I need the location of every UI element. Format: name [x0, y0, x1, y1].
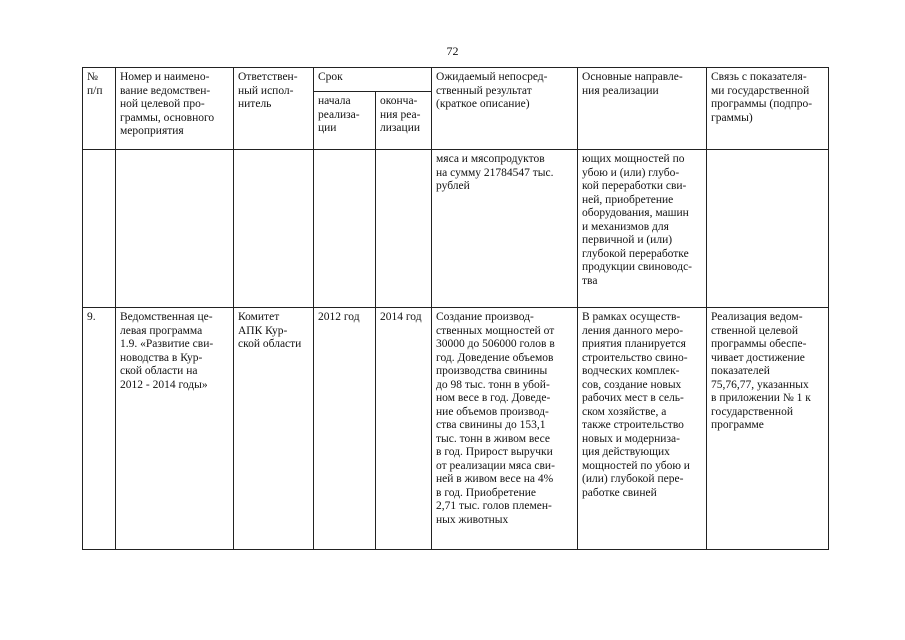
header-link: Связь с показателя- ми государственной программы (подпро- граммы) — [707, 68, 829, 150]
table-row — [83, 150, 829, 308]
header-name: Номер и наимено- вание ведомствен- ной целевой про- граммы, основного мероприятия — [116, 68, 234, 150]
page-number: 72 — [446, 44, 459, 58]
header-responsible: Ответствен- ный испол- нитель — [234, 68, 314, 150]
cell-link — [707, 150, 829, 308]
cell-responsible — [234, 150, 314, 308]
cell-directions: В рамках осуществ- ления данного меро- приятия планируется строительство свино- водческих комплек- сов, создание новых рабочих мест в сель- ском хозяйстве, а также строительство новых и модерниза- ция действующих мощностей по убою и (или) глубокой пере- работке свиней — [578, 308, 707, 550]
header-term-start: начала реализа- ции — [314, 92, 376, 150]
cell-num: 9. — [83, 308, 116, 550]
header-term-end: оконча- ния реа- лизации — [376, 92, 432, 150]
cell-start — [314, 150, 376, 308]
cell-end: 2014 год — [376, 308, 432, 550]
cell-name — [116, 150, 234, 308]
cell-directions: ющих мощностей по убою и (или) глубо- кой переработки сви- ней, приобретение оборудования, машин и механизмов для первичной и (или) глубокой переработке продукции свиноводс- тва — [578, 150, 707, 308]
cell-result: мяса и мясопродуктов на сумму 21784547 тыс. рублей — [432, 150, 578, 308]
cell-link: Реализация ведом- ственной целевой программы обеспе- чивает достижение показателей 75,76,77, указанных в приложении № 1 к государственной программе — [707, 308, 829, 550]
header-num: № п/п — [83, 68, 116, 150]
header-result: Ожидаемый непосред- ственный результат (краткое описание) — [432, 68, 578, 150]
cell-num — [83, 150, 116, 308]
cell-end — [376, 150, 432, 308]
table-row — [83, 308, 829, 550]
program-table — [82, 67, 829, 550]
cell-responsible: Комитет АПК Кур- ской области — [234, 308, 314, 550]
cell-name: Ведомственная це- левая программа 1.9. «Развитие сви- новодства в Кур- ской области на 2012 - 2014 годы» — [116, 308, 234, 550]
cell-start: 2012 год — [314, 308, 376, 550]
header-term: Срок — [314, 68, 432, 92]
header-directions: Основные направле- ния реализации — [578, 68, 707, 150]
cell-result: Создание производ- ственных мощностей от 30000 до 506000 голов в год. Доведение объемов производства свинины до 98 тыс. тонн в убой- ном весе в год. Доведе- ние объемов производ- ства свинины до 153,1 тыс. тонн в живом весе в год. Прирост выручки от реализации мяса сви- ней в живом весе на 4% в год. Приобретение 2,71 тыс. голов племен- ных животных — [432, 308, 578, 550]
